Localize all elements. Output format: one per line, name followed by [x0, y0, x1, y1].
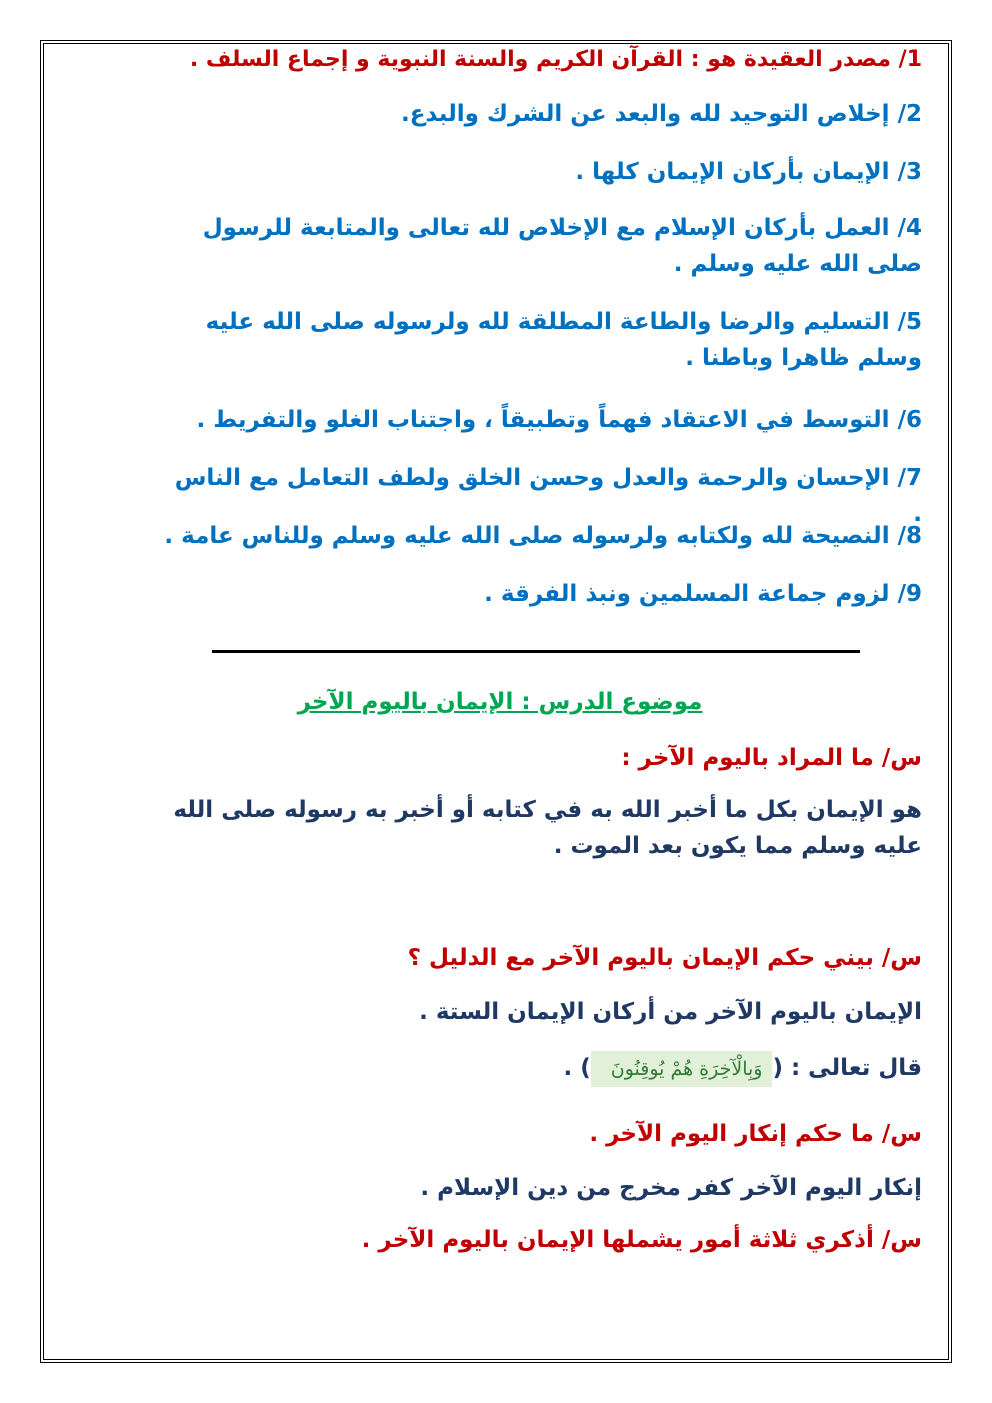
answer-2: الإيمان باليوم الآخر من أركان الإيمان الستة . — [419, 999, 922, 1025]
list-item-7: 7/ الإحسان والرحمة والعدل وحسن الخلق ولطف التعامل مع الناس . — [174, 465, 922, 527]
list-item-5: 5/ التسليم والرضا والطاعة المطلقة لله ولرسوله صلى الله عليه وسلم ظاهرا وباطنا . — [205, 309, 922, 371]
lesson-title: موضوع الدرس : الإيمان باليوم الآخر — [297, 689, 703, 715]
list-item-2: 2/ إخلاص التوحيد لله والبعد عن الشرك والبدع. — [400, 101, 922, 127]
list-item-8: 8/ النصيحة لله ولكتابه ولرسوله صلى الله عليه وسلم وللناس عامة . — [164, 523, 922, 549]
quran-verse: وَبِالْآخِرَةِ هُمْ يُوقِنُونَ — [591, 1051, 773, 1087]
list-item-6: 6/ التوسط في الاعتقاد فهماً وتطبيقاً ، واجتناب الغلو والتفريط . — [196, 407, 922, 433]
quote-prefix: قال تعالى : ( — [772, 1055, 922, 1081]
list-item-1: 1/ مصدر العقيدة هو : القرآن الكريم والسنة النبوية و إجماع السلف . — [189, 47, 922, 72]
question-4: س/ أذكري ثلاثة أمور يشملها الإيمان باليوم الآخر . — [361, 1227, 922, 1253]
worksheet-content — [60, 40, 922, 1350]
quran-quote-line — [162, 1050, 922, 1087]
answer-3: إنكار اليوم الآخر كفر مخرج من دين الإسلام . — [420, 1175, 922, 1201]
list-item-3: 3/ الإيمان بأركان الإيمان كلها . — [575, 159, 922, 185]
answer-1: هو الإيمان بكل ما أخبر الله به في كتابه أو أخبر به رسوله صلى الله عليه وسلم مما يكون بعد الموت . — [173, 797, 922, 859]
question-1: س/ ما المراد باليوم الآخر : — [621, 745, 922, 771]
question-3: س/ ما حكم إنكار اليوم الآخر . — [589, 1121, 922, 1147]
quote-suffix: ) . — [563, 1055, 591, 1081]
list-item-9: 9/ لزوم جماعة المسلمين ونبذ الفرقة . — [484, 581, 922, 607]
section-divider — [212, 650, 860, 653]
list-item-4: 4/ العمل بأركان الإسلام مع الإخلاص لله تعالى والمتابعة للرسول صلى الله عليه وسلم . — [202, 215, 922, 277]
question-2: س/ بيني حكم الإيمان باليوم الآخر مع الدليل ؟ — [407, 945, 922, 971]
